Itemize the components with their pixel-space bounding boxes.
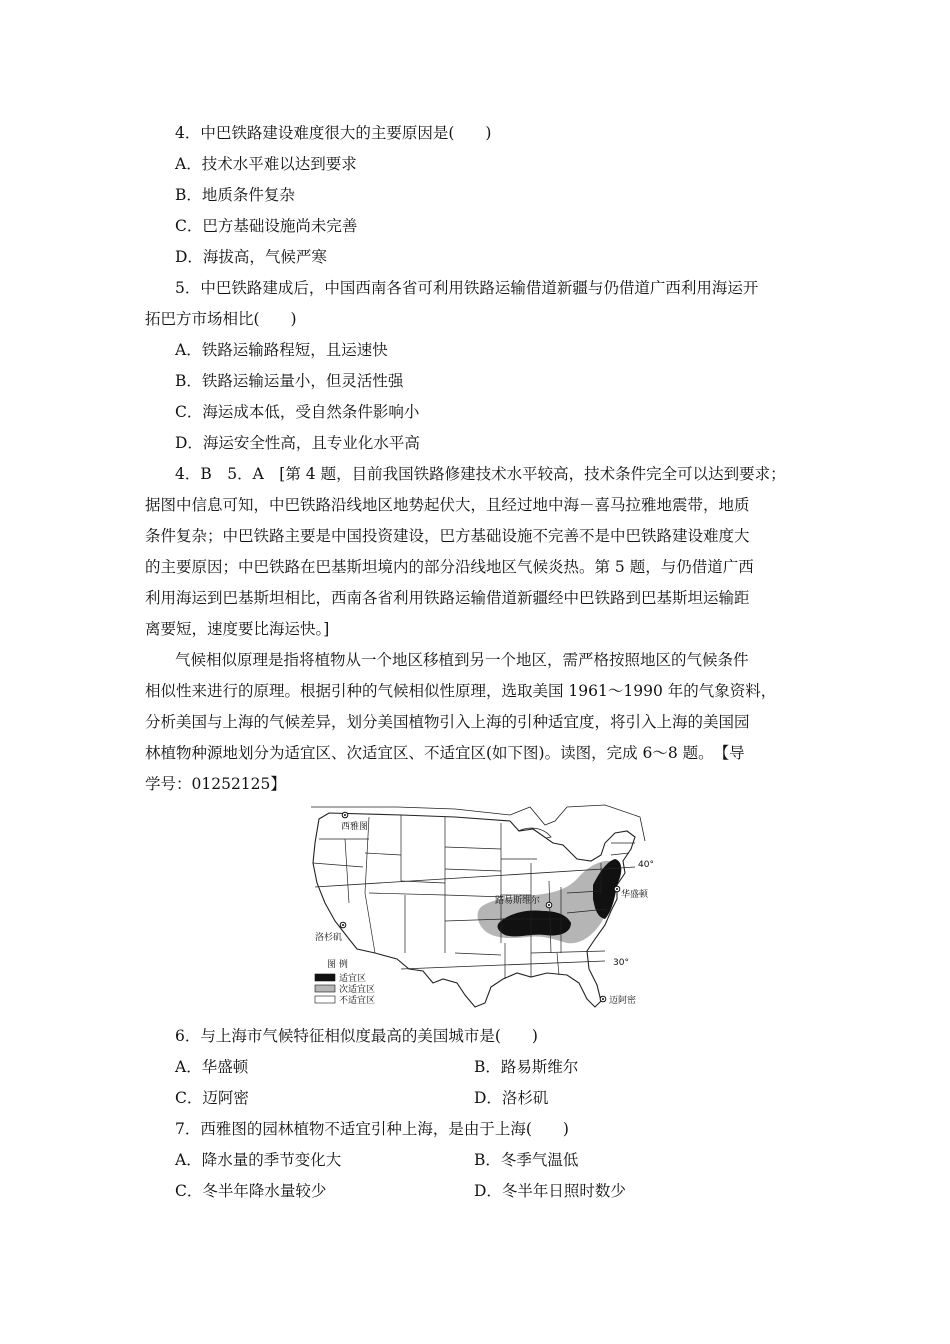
intro-line-3: 分析美国与上海的气候差异，划分美国植物引入上海的引种适宜度，将引入上海的美国园	[145, 713, 750, 731]
q6-option-c: C．迈阿密	[175, 1089, 249, 1107]
q5-stem-line-2: 拓巴方市场相比( )	[145, 310, 297, 328]
q5-option-b: B．铁路运输运量小，但灵活性强	[175, 372, 404, 390]
answer-line-3: 条件复杂；中巴铁路主要是中国投资建设，巴方基础设施不完善不是中巴铁路建设难度大	[145, 527, 750, 545]
q5-option-c: C．海运成本低，受自然条件影响小	[175, 403, 420, 421]
q6-stem: 6．与上海市气候特征相似度最高的美国城市是( )	[175, 1027, 538, 1045]
q7-option-c: C．冬半年降水量较少	[175, 1182, 327, 1200]
legend-label-suitable: 适宜区	[339, 974, 367, 984]
us-suitability-map	[305, 803, 655, 1015]
legend-title: 图 例	[327, 960, 348, 970]
answer-line-1: 4．B 5．A [第 4 题，目前我国铁路修建技术水平较高，技术条件完全可以达到要求；	[175, 465, 786, 483]
legend-swatch-sub-suitable	[315, 985, 335, 992]
intro-line-2: 相似性来进行的原理。根据引种的气候相似性原理，选取美国 1961～1990 年的气象资料，	[145, 682, 777, 700]
q6-option-b: B．路易斯维尔	[474, 1058, 579, 1076]
q5-stem-line-1: 5．中巴铁路建成后，中国西南各省可利用铁路运输借道新疆与仍借道广西利用海运开	[175, 279, 759, 297]
legend-label-sub-suitable: 次适宜区	[339, 985, 376, 995]
intro-line-1: 气候相似原理是指将植物从一个地区移植到另一个地区，需严格按照地区的气候条件	[175, 651, 749, 669]
answer-line-6: 离要短，速度要比海运快。]	[145, 620, 330, 638]
city-label-louisville: 路易斯维尔	[495, 896, 541, 906]
city-label-washington: 华盛顿	[621, 890, 649, 900]
q6-option-d: D．洛杉矶	[474, 1089, 549, 1107]
legend-label-unsuitable: 不适宜区	[339, 996, 376, 1006]
city-washington	[614, 886, 649, 900]
answer-line-5: 利用海运到巴基斯坦相比，西南各省利用铁路运输借道新疆经中巴铁路到巴基斯坦运输距	[145, 589, 750, 607]
q7-option-b: B．冬季气温低	[474, 1151, 579, 1169]
q5-option-d: D．海运安全性高，且专业化水平高	[175, 434, 420, 452]
map-legend	[315, 958, 375, 1006]
intro-line-5: 学号：01252125】	[145, 775, 286, 793]
answer-line-4: 的主要原因；中巴铁路在巴基斯坦境内的部分沿线地区气候炎热。第 5 题，与仍借道广西	[145, 558, 754, 576]
intro-line-4: 林植物种源地划分为适宜区、次适宜区、不适宜区(如下图)。读图，完成 6～8 题。 【导	[145, 744, 745, 762]
legend-swatch-suitable	[315, 974, 335, 981]
q4-option-c: C．巴方基础设施尚未完善	[175, 217, 358, 235]
q7-option-d: D．冬半年日照时数少	[474, 1182, 626, 1200]
city-label-miami: 迈阿密	[609, 996, 637, 1006]
lat-40-label: 40°	[638, 860, 654, 870]
q7-option-a: A．降水量的季节变化大	[175, 1151, 342, 1169]
q5-option-a: A．铁路运输路程短，且运速快	[175, 341, 388, 359]
lat-30-label: 30°	[613, 958, 629, 968]
answer-line-2: 据图中信息可知，中巴铁路沿线地区地势起伏大，且经过地中海－喜马拉雅地震带，地质	[145, 496, 750, 514]
q4-option-a: A．技术水平难以达到要求	[175, 155, 357, 173]
q7-stem: 7．西雅图的园林植物不适宜引种上海，是由于上海( )	[175, 1120, 569, 1138]
city-label-los-angeles: 洛杉矶	[315, 933, 343, 943]
q6-option-a: A．华盛顿	[175, 1058, 249, 1076]
legend-swatch-unsuitable	[315, 996, 335, 1003]
city-miami	[600, 994, 636, 1006]
q4-option-d: D．海拔高，气候严寒	[175, 248, 327, 266]
city-los-angeles	[315, 922, 346, 943]
city-label-seattle: 西雅图	[341, 822, 369, 832]
q4-stem: 4．中巴铁路建设难度很大的主要原因是( )	[175, 124, 492, 142]
q4-option-b: B．地质条件复杂	[175, 186, 295, 204]
